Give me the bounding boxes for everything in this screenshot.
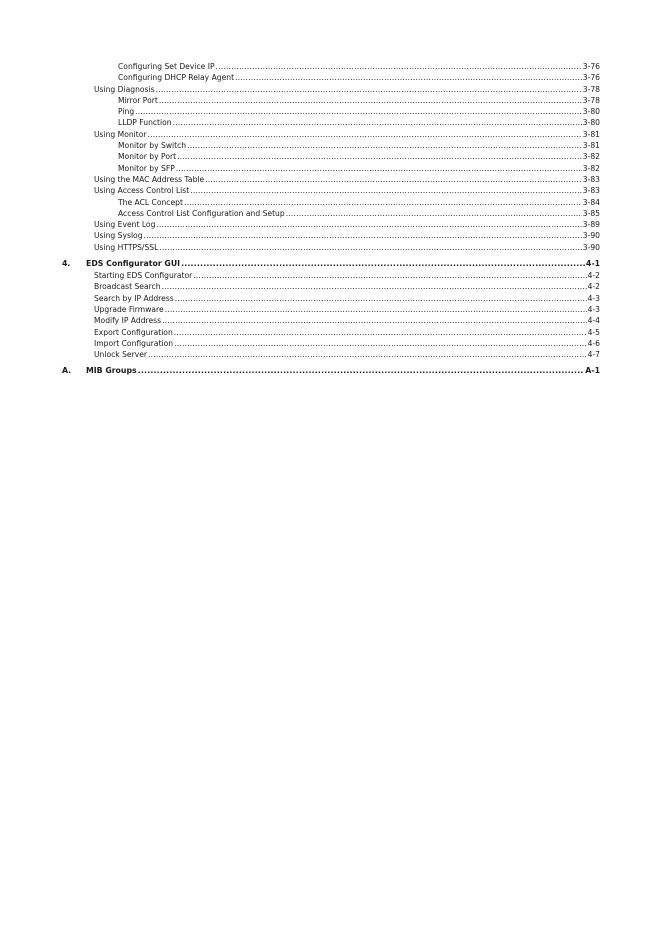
toc-entry[interactable] xyxy=(62,106,600,117)
toc-entry-title: Broadcast Search xyxy=(94,282,161,292)
toc-entry-title: Import Configuration xyxy=(94,338,174,348)
chapter-number: 4. xyxy=(62,259,71,269)
dot-leader xyxy=(177,151,582,162)
toc-entry[interactable] xyxy=(62,327,600,338)
dot-leader xyxy=(159,95,582,106)
toc-entry-page: 3-90 xyxy=(582,242,600,252)
appendix-title: MIB Groups xyxy=(86,366,137,376)
toc-entry-page: 4-7 xyxy=(587,350,600,360)
dot-leader xyxy=(148,129,582,140)
dot-leader xyxy=(174,327,587,338)
toc-entry-page: 4-2 xyxy=(587,282,600,292)
toc-entry[interactable] xyxy=(62,281,600,292)
toc-entry-page: 3-89 xyxy=(582,220,600,230)
appendix-number: A. xyxy=(62,366,72,376)
toc-entry-page: 4-3 xyxy=(587,304,600,314)
toc-entry-title: Configuring DHCP Relay Agent xyxy=(118,73,235,83)
toc-entry[interactable] xyxy=(62,242,600,253)
toc-section-4 xyxy=(62,270,600,360)
toc-entry-page: 3-83 xyxy=(582,186,600,196)
toc-chapter-4[interactable] xyxy=(62,257,600,270)
toc-entry-title: Using HTTPS/SSL xyxy=(94,242,159,252)
toc-entry-title: Export Configuration xyxy=(94,327,173,337)
toc-entry-page: 3-81 xyxy=(582,129,600,139)
toc-appendix-a[interactable] xyxy=(62,364,600,377)
toc-entry[interactable] xyxy=(62,140,600,151)
toc-entry-page: 4-2 xyxy=(587,271,600,281)
toc-entry-title: LLDP Function xyxy=(118,118,172,128)
appendix-page: A-1 xyxy=(585,366,600,376)
toc-entry[interactable] xyxy=(62,349,600,360)
toc-entry-page: 3-81 xyxy=(582,141,600,151)
toc-entry-title: Modify IP Address xyxy=(94,316,162,326)
chapter-page: 4-1 xyxy=(585,259,600,269)
toc-entry[interactable] xyxy=(62,84,600,95)
dot-leader xyxy=(165,304,587,315)
toc-entry[interactable] xyxy=(62,315,600,326)
table-of-contents xyxy=(62,61,600,377)
toc-entry[interactable] xyxy=(62,185,600,196)
toc-entry[interactable] xyxy=(62,293,600,304)
dot-leader xyxy=(176,163,582,174)
toc-entry-title: Starting EDS Configurator xyxy=(94,271,193,281)
dot-leader xyxy=(144,230,582,241)
toc-entry-page: 3-78 xyxy=(582,95,600,105)
toc-entry[interactable] xyxy=(62,304,600,315)
dot-leader xyxy=(181,257,585,270)
dot-leader xyxy=(148,349,587,360)
dot-leader xyxy=(159,242,581,253)
toc-entry-title: Unlock Server xyxy=(94,350,148,360)
toc-entry[interactable] xyxy=(62,197,600,208)
toc-entry-title: Using Monitor xyxy=(94,129,147,139)
toc-entry-page: 3-76 xyxy=(582,73,600,83)
dot-leader xyxy=(193,270,586,281)
dot-leader xyxy=(138,364,585,377)
dot-leader xyxy=(162,281,587,292)
toc-entry[interactable] xyxy=(62,72,600,83)
dot-leader xyxy=(162,315,587,326)
chapter-title: EDS Configurator GUI xyxy=(86,259,181,269)
toc-entry[interactable] xyxy=(62,270,600,281)
toc-entry-page: 3-80 xyxy=(582,107,600,117)
toc-entry-title: Using Diagnosis xyxy=(94,84,155,94)
toc-entry-title: Monitor by Switch xyxy=(118,141,187,151)
toc-entry[interactable] xyxy=(62,208,600,219)
dot-leader xyxy=(187,140,582,151)
toc-entry-title: Monitor by SFP xyxy=(118,163,175,173)
toc-entry-page: 3-84 xyxy=(582,197,600,207)
toc-entry-page: 4-5 xyxy=(587,327,600,337)
dot-leader xyxy=(286,208,582,219)
dot-leader xyxy=(135,106,582,117)
toc-entry-title: Mirror Port xyxy=(118,95,158,105)
toc-entry-title: Monitor by Port xyxy=(118,152,177,162)
toc-entry-page: 3-80 xyxy=(582,118,600,128)
toc-entry-title: Using the MAC Address Table xyxy=(94,174,205,184)
dot-leader xyxy=(175,293,587,304)
toc-entry[interactable] xyxy=(62,163,600,174)
toc-entry-page: 3-83 xyxy=(582,174,600,184)
toc-entry-page: 3-78 xyxy=(582,84,600,94)
toc-entry-title: Ping xyxy=(118,107,135,117)
toc-entry-page: 3-82 xyxy=(582,163,600,173)
toc-section-3 xyxy=(62,61,600,253)
toc-entry-title: The ACL Concept xyxy=(118,197,183,207)
toc-entry-page: 4-6 xyxy=(587,338,600,348)
toc-entry-title: Configuring Set Device IP xyxy=(118,62,215,71)
toc-entry[interactable] xyxy=(62,230,600,241)
toc-entry[interactable] xyxy=(62,151,600,162)
dot-leader xyxy=(216,61,582,72)
toc-entry-title: Upgrade Firmware xyxy=(94,304,164,314)
dot-leader xyxy=(205,174,582,185)
toc-entry-title: Access Control List Configuration and Setup xyxy=(118,208,285,218)
toc-entry-title: Using Access Control List xyxy=(94,186,190,196)
toc-entry[interactable] xyxy=(62,129,600,140)
toc-entry[interactable] xyxy=(62,117,600,128)
toc-entry-title: Using Event Log xyxy=(94,220,156,230)
dot-leader xyxy=(173,117,582,128)
toc-entry-title: Search by IP Address xyxy=(94,293,174,303)
toc-entry[interactable] xyxy=(62,61,600,72)
toc-entry-page: 3-90 xyxy=(582,231,600,241)
dot-leader xyxy=(190,185,582,196)
toc-entry-page: 4-3 xyxy=(587,293,600,303)
toc-entry[interactable] xyxy=(62,338,600,349)
toc-entry[interactable] xyxy=(62,174,600,185)
dot-leader xyxy=(156,84,582,95)
toc-entry[interactable] xyxy=(62,219,600,230)
dot-leader xyxy=(235,72,582,83)
toc-entry-page: 3-85 xyxy=(582,208,600,218)
dot-leader xyxy=(184,197,582,208)
toc-entry-title: Using Syslog xyxy=(94,231,143,241)
dot-leader xyxy=(174,338,586,349)
toc-entry-page: 3-76 xyxy=(582,62,600,71)
toc-entry[interactable] xyxy=(62,95,600,106)
toc-entry-page: 3-82 xyxy=(582,152,600,162)
dot-leader xyxy=(156,219,581,230)
toc-entry-page: 4-4 xyxy=(587,316,600,326)
